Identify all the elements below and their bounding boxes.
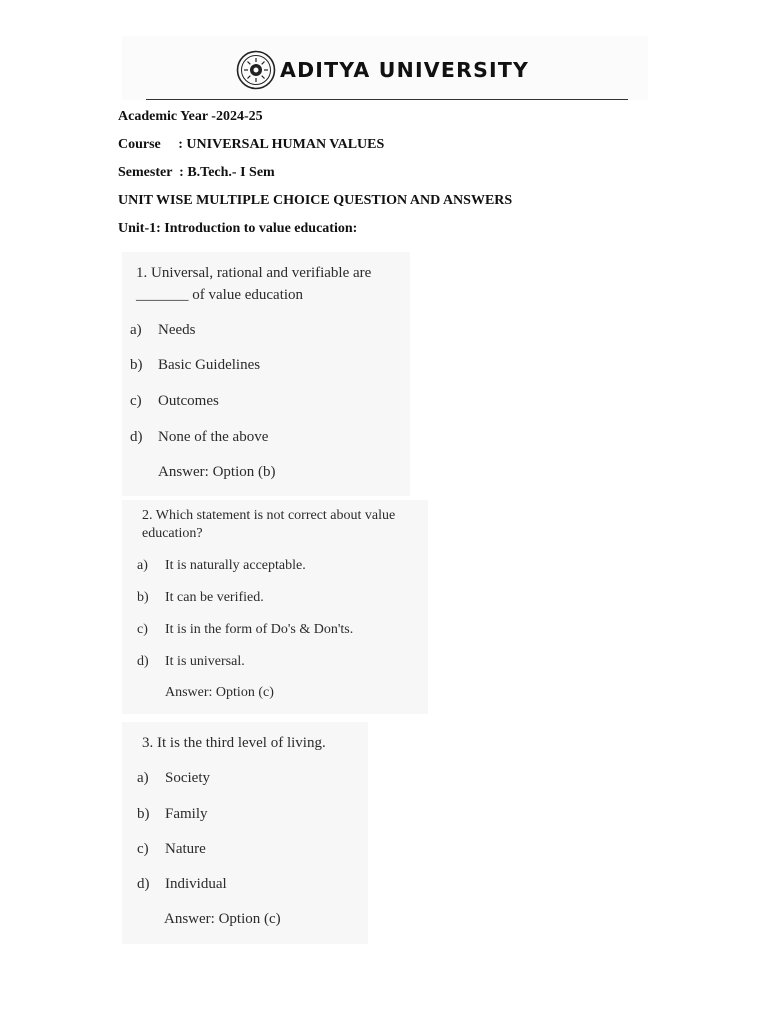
university-name: ADITYA UNIVERSITY bbox=[280, 58, 530, 82]
option-letter: c) bbox=[130, 393, 142, 409]
question-3-text: 3. It is the third level of living. bbox=[142, 735, 326, 751]
course-line: Course : UNIVERSAL HUMAN VALUES bbox=[118, 137, 385, 152]
academic-year: Academic Year -2024-25 bbox=[118, 109, 263, 124]
option-text: Nature bbox=[165, 841, 206, 857]
question-2-option-d bbox=[137, 654, 245, 670]
question-3-option-c bbox=[137, 841, 206, 858]
option-text: Needs bbox=[158, 322, 196, 338]
option-text: Outcomes bbox=[158, 393, 219, 409]
option-letter: c) bbox=[137, 622, 148, 637]
option-letter: a) bbox=[137, 558, 148, 573]
option-text: It is in the form of Do's & Don'ts. bbox=[165, 622, 354, 637]
question-1-text-line2: _______ of value education bbox=[136, 287, 304, 303]
option-text: It is naturally acceptable. bbox=[165, 558, 306, 573]
question-1-answer: Answer: Option (b) bbox=[158, 464, 276, 480]
option-letter: d) bbox=[137, 876, 150, 892]
question-3-option-b bbox=[137, 806, 208, 823]
option-letter: b) bbox=[130, 357, 143, 373]
option-letter: d) bbox=[137, 654, 149, 669]
option-letter: a) bbox=[130, 322, 142, 338]
option-text: Basic Guidelines bbox=[158, 357, 261, 373]
semester-line: Semester : B.Tech.- I Sem bbox=[118, 165, 275, 180]
question-1-option-c bbox=[130, 393, 219, 410]
question-2-answer: Answer: Option (c) bbox=[165, 685, 274, 700]
question-2-text-line2: education? bbox=[142, 526, 203, 541]
option-letter: c) bbox=[137, 841, 149, 857]
question-3-answer: Answer: Option (c) bbox=[164, 911, 281, 927]
university-seal-icon bbox=[236, 50, 276, 90]
section-heading: UNIT WISE MULTIPLE CHOICE QUESTION AND ANSWERS bbox=[118, 193, 513, 208]
question-1-option-b bbox=[130, 357, 260, 374]
question-1-option-d bbox=[130, 429, 268, 446]
question-2-option-b bbox=[137, 590, 264, 606]
option-text: It is universal. bbox=[165, 654, 245, 669]
question-2-option-a bbox=[137, 558, 306, 574]
option-text: It can be verified. bbox=[165, 590, 264, 605]
option-letter: d) bbox=[130, 429, 143, 445]
question-3-option-d bbox=[137, 876, 227, 893]
question-2-option-c bbox=[137, 622, 353, 638]
question-3-option-a bbox=[137, 770, 210, 787]
question-1-text-line1: 1. Universal, rational and verifiable are bbox=[136, 265, 372, 281]
question-1-option-a bbox=[130, 322, 196, 339]
option-letter: b) bbox=[137, 806, 150, 822]
unit-heading: Unit-1: Introduction to value education: bbox=[118, 221, 358, 236]
option-text: Family bbox=[165, 806, 208, 822]
option-text: Society bbox=[165, 770, 210, 786]
option-letter: a) bbox=[137, 770, 149, 786]
header-divider bbox=[146, 99, 628, 100]
university-logo bbox=[236, 50, 529, 90]
question-2-text-line1: 2. Which statement is not correct about value bbox=[142, 508, 396, 523]
option-letter: b) bbox=[137, 590, 149, 605]
option-text: Individual bbox=[165, 876, 227, 892]
option-text: None of the above bbox=[158, 429, 269, 445]
